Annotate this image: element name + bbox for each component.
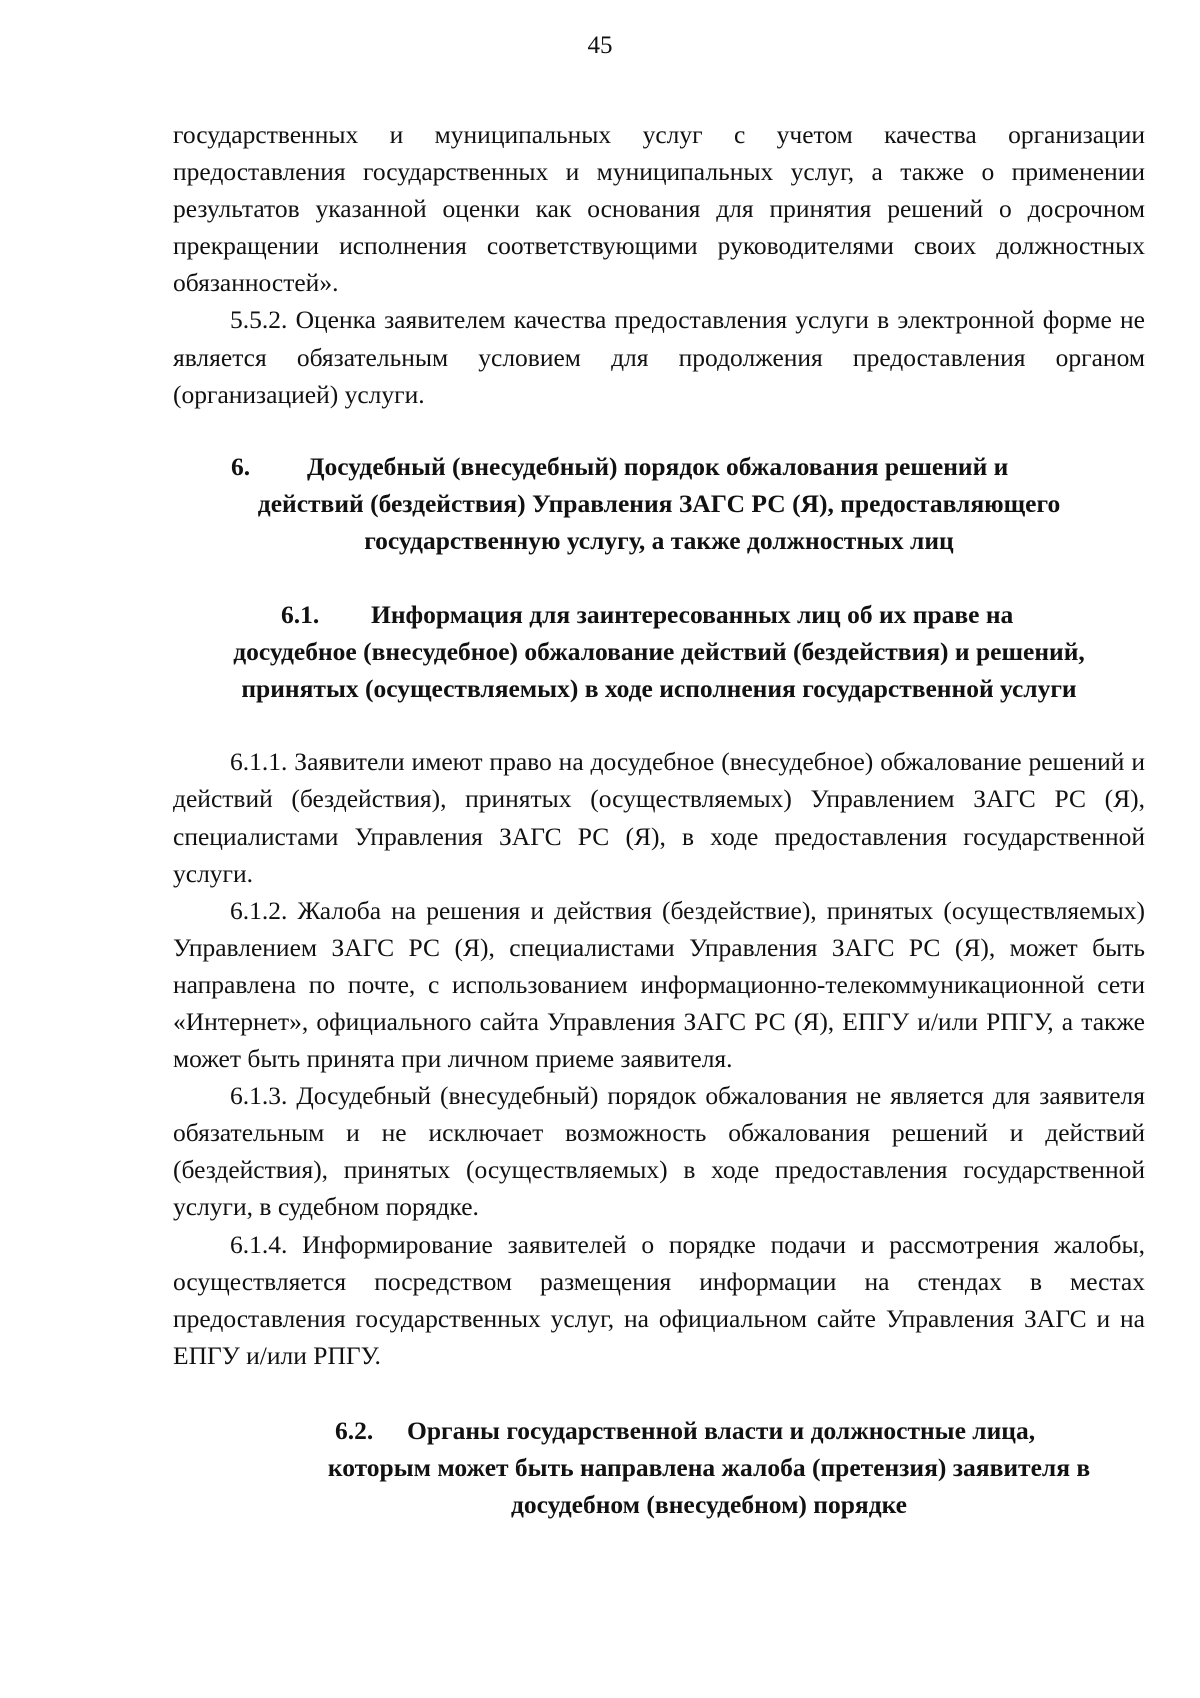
paragraph-6-1-3: 6.1.3. Досудебный (внесудебный) порядок обжалования не является для заявителя обязательным и не исключает возможность обжалования решений и действий (бездействия), принятых (осуществляемых) в ходе предоставления государственной услуги, в судебном порядке. — [173, 1081, 1145, 1222]
page-number: 45 — [587, 32, 613, 59]
section-6-number: 6. — [231, 451, 251, 481]
section-6-1-body — [173, 743, 1145, 1374]
section-6-title-part-1: Досудебный (внесудебный) порядок обжалования решений и — [307, 451, 1009, 481]
section-6-2-heading-line-1 — [173, 1412, 1145, 1449]
paragraph-6-1-2: 6.1.2. Жалоба на решения и действия (бездействие), принятых (осуществляемых) Управлением ЗАГС РС (Я), специалистами Управления ЗАГС РС (Я), может быть направлена по почте, с использованием информационно-телекоммуникационной сети «Интернет», официального сайта Управления ЗАГС РС (Я), ЕПГУ и/или РПГУ, а также может быть принята при личном приеме заявителя. — [173, 895, 1145, 1074]
section-6-2-title-part-1: Органы государственной власти и должностные лица, — [407, 1415, 1036, 1445]
paragraph-continuation: государственных и муниципальных услуг с учетом качества организации предоставления государственных и муниципальных услуг, а также о применении результатов указанной оценки как основания для принятия решений о досрочном прекращении исполнения соответствующими руководителями своих должностных обязанностей». — [173, 120, 1145, 298]
paragraph-5-5-2: 5.5.2. Оценка заявителем качества предоставления услуги в электронной форме не является обязательным условием для продолжения предоставления органом (организацией) услуги. — [173, 305, 1145, 409]
section-6-heading-line-1 — [173, 448, 1145, 485]
section-6-heading-line-3: государственную услугу, а также должностных лиц — [364, 525, 954, 555]
section-6-heading-line-2: действий (бездействия) Управления ЗАГС РС (Я), предоставляющего — [257, 488, 1061, 518]
paragraph-6-1-1: 6.1.1. Заявители имеют право на досудебное (внесудебное) обжалование решений и действий (бездействия), принятых (осуществляемых) Управлением ЗАГС РС (Я), специалистами Управления ЗАГС РС (Я), в ходе предоставления государственной услуги. — [173, 747, 1145, 888]
section-6-2-heading — [173, 1412, 1145, 1523]
section-6-1-heading-line-1 — [173, 596, 1145, 633]
section-6-2-number: 6.2. — [335, 1415, 374, 1445]
section-6-heading — [173, 448, 1145, 559]
section-6-1-heading-line-2: досудебное (внесудебное) обжалование действий (бездействия) и решений, — [233, 637, 1085, 667]
section-6-2-heading-line-2: которым может быть направлена жалоба (претензия) заявителя в — [327, 1453, 1091, 1482]
paragraph-6-1-4: 6.1.4. Информирование заявителей о порядке подачи и рассмотрения жалобы, осуществляется посредством размещения информации на стендах в местах предоставления государственных услуг, на официальном сайте Управления ЗАГС и на ЕПГУ и/или РПГУ. — [173, 1229, 1145, 1370]
section-6-1-heading-line-3: принятых (осуществляемых) в ходе исполнения государственной услуги — [241, 674, 1077, 704]
section-6-1-heading — [173, 596, 1145, 707]
section-6-1-number: 6.1. — [281, 600, 320, 630]
section-6-1-title-part-1: Информация для заинтересованных лиц об их праве на — [371, 600, 1014, 630]
section-6-2-heading-line-3: досудебном (внесудебном) порядке — [510, 1490, 907, 1520]
document-body — [173, 116, 1145, 1523]
